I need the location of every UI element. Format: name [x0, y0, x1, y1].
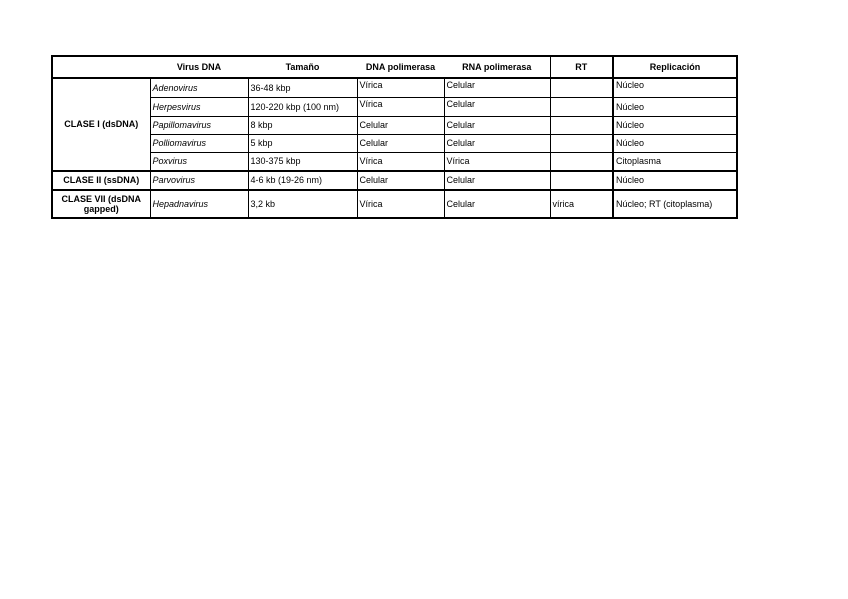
table-row — [52, 171, 737, 190]
size-cell: 8 kbp — [248, 117, 357, 135]
table-row — [52, 135, 737, 153]
class-label-cell: CLASE I (dsDNA) — [52, 78, 150, 171]
size-cell: 3,2 kb — [248, 190, 357, 218]
header-class — [52, 56, 150, 78]
header-replication: Replicación — [613, 56, 737, 78]
dna-polymerase-cell: Vírica — [357, 98, 444, 117]
table-row — [52, 190, 737, 218]
replication-cell: Núcleo — [613, 78, 737, 98]
rna-polymerase-cell: Celular — [444, 78, 550, 98]
rt-cell — [550, 135, 613, 153]
rna-polymerase-cell: Celular — [444, 190, 550, 218]
virus-dna-table — [51, 55, 738, 219]
virus-cell: Poxvirus — [150, 153, 248, 172]
rt-cell: vírica — [550, 190, 613, 218]
size-cell: 120-220 kbp (100 nm) — [248, 98, 357, 117]
dna-polymerase-cell: Celular — [357, 171, 444, 190]
virus-cell: Parvovirus — [150, 171, 248, 190]
rt-cell — [550, 153, 613, 172]
rna-polymerase-cell: Celular — [444, 98, 550, 117]
spreadsheet-page — [51, 55, 736, 219]
header-virus-dna: Virus DNA — [150, 56, 248, 78]
rna-polymerase-cell: Celular — [444, 171, 550, 190]
rt-cell — [550, 78, 613, 98]
rna-polymerase-cell: Celular — [444, 135, 550, 153]
rt-cell — [550, 117, 613, 135]
dna-polymerase-cell: Vírica — [357, 190, 444, 218]
header-rt: RT — [550, 56, 613, 78]
dna-polymerase-cell: Vírica — [357, 78, 444, 98]
replication-cell: Núcleo — [613, 98, 737, 117]
class-label-cell: CLASE VII (dsDNA gapped) — [52, 190, 150, 218]
class-label-cell: CLASE II (ssDNA) — [52, 171, 150, 190]
table-row — [52, 153, 737, 172]
header-rna-polymerase: RNA polimerasa — [444, 56, 550, 78]
table-row — [52, 117, 737, 135]
size-cell: 130-375 kbp — [248, 153, 357, 172]
replication-cell: Núcleo — [613, 171, 737, 190]
size-cell: 5 kbp — [248, 135, 357, 153]
virus-cell: Hepadnavirus — [150, 190, 248, 218]
dna-polymerase-cell: Celular — [357, 117, 444, 135]
rna-polymerase-cell: Celular — [444, 117, 550, 135]
replication-cell: Núcleo — [613, 135, 737, 153]
virus-cell: Polliomavirus — [150, 135, 248, 153]
table-row — [52, 78, 737, 98]
table-row — [52, 98, 737, 117]
rt-cell — [550, 171, 613, 190]
header-dna-polymerase: DNA polimerasa — [357, 56, 444, 78]
replication-cell: Citoplasma — [613, 153, 737, 172]
rt-cell — [550, 98, 613, 117]
dna-polymerase-cell: Vírica — [357, 153, 444, 172]
size-cell: 36-48 kbp — [248, 78, 357, 98]
dna-polymerase-cell: Celular — [357, 135, 444, 153]
replication-cell: Núcleo; RT (citoplasma) — [613, 190, 737, 218]
size-cell: 4-6 kb (19-26 nm) — [248, 171, 357, 190]
virus-cell: Herpesvirus — [150, 98, 248, 117]
header-row — [52, 56, 737, 78]
header-size: Tamaño — [248, 56, 357, 78]
virus-cell: Adenovirus — [150, 78, 248, 98]
rna-polymerase-cell: Vírica — [444, 153, 550, 172]
virus-cell: Papillomavirus — [150, 117, 248, 135]
replication-cell: Núcleo — [613, 117, 737, 135]
